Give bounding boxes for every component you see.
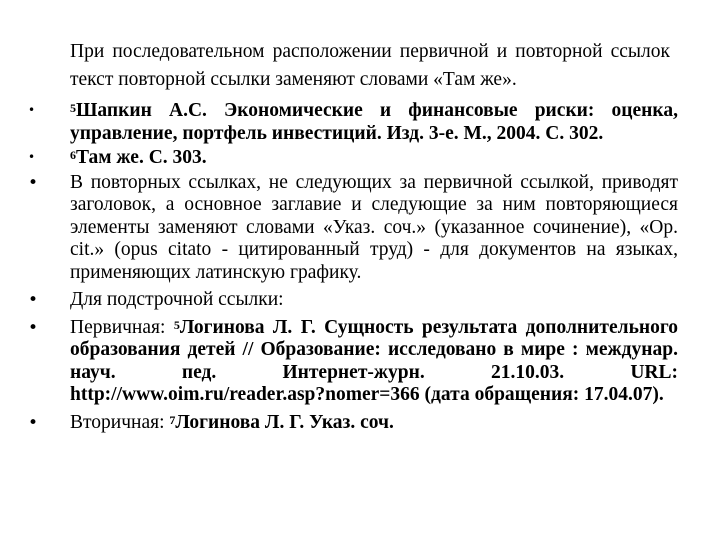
intro-paragraph: При последовательном расположении первичной и повторной ссылок текст повторной ссылки заменяют словами «Там же».: [70, 41, 670, 90]
bullet-list: [28, 100, 678, 436]
list-item-reference-tam-zhe: [28, 147, 678, 170]
list-item-footnote-heading: [28, 289, 678, 312]
list-item-reference-shapkin: [28, 100, 678, 145]
list-item-primary-reference: [28, 317, 678, 407]
bullet-icon: •: [28, 150, 36, 164]
list-item-secondary-reference: [28, 412, 678, 435]
bullet-icon: •: [28, 317, 39, 338]
reference-text: Логинова Л. Г. Сущность результата дополнительного образования детей // Образование: исследовано в мире : междунар. науч. пед. Интернет-журн. 21.10.03. URL: http://www.oim.ru/reader.asp?nomer=366 (дата обращения: 17.04.07).: [70, 316, 678, 405]
bullet-icon: •: [28, 103, 36, 117]
footnote-number: 5: [173, 317, 180, 332]
item-text: В повторных ссылках, не следующих за первичной ссылкой, приводят заголовок, а основное заглавие и следующие за ним повторяющиеся элементы заменяют словами «Указ. соч.» (указанное сочинение), «Op. cit.» (opus citato - цитированный труд) - для документов на языках, применяющих латинскую графику.: [70, 171, 678, 283]
reference-text: Там же. С. 303.: [76, 147, 207, 168]
footnote-number: 6: [70, 148, 76, 162]
footnote-number: 7: [169, 412, 176, 427]
list-item-repeated-references: [28, 172, 678, 285]
item-prefix: Первичная:: [70, 316, 174, 338]
reference-text: Логинова Л. Г. Указ. соч.: [175, 411, 394, 433]
bullet-icon: •: [28, 412, 39, 433]
bullet-icon: •: [28, 290, 39, 310]
footnote-number: 5: [70, 101, 76, 115]
item-text: Для подстрочной ссылки:: [70, 289, 284, 310]
item-prefix: Вторичная:: [70, 411, 170, 433]
bullet-icon: •: [28, 172, 39, 193]
reference-text: Шапкин А.С. Экономические и финансовые риски: оценка, управление, портфель инвестиций. Изд. 3-е. М., 2004. С. 302.: [70, 100, 678, 144]
